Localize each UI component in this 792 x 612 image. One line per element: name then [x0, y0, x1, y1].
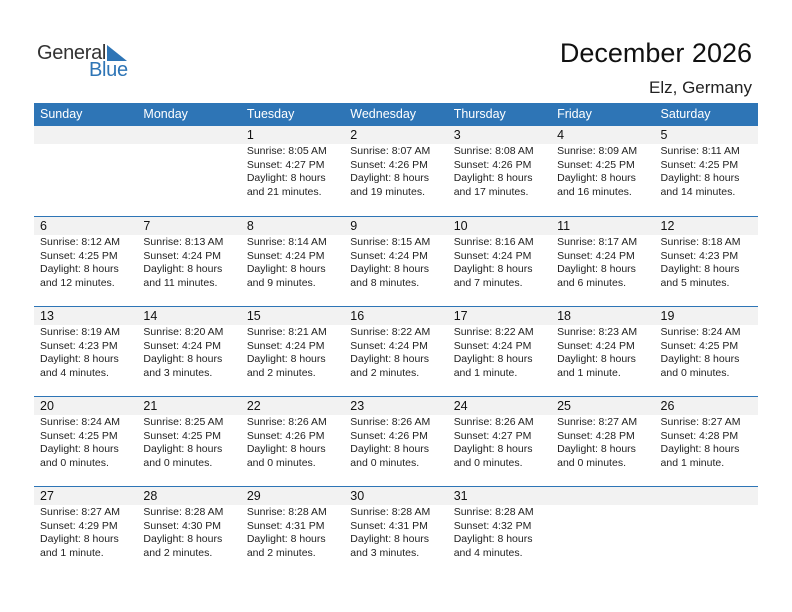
- daylight-text: Daylight: 8 hours: [40, 443, 119, 455]
- sunset-text: Sunset: 4:27 PM: [453, 429, 532, 442]
- daylight-text: Daylight: 8 hours: [453, 263, 533, 275]
- daylight-text: Daylight: 8 hours: [350, 443, 430, 455]
- sunrise-text: Sunrise: 8:09 AM: [557, 145, 638, 157]
- day-number: 4: [557, 128, 565, 142]
- sunrise-text: Sunrise: 8:24 AM: [660, 326, 741, 338]
- day-info: [344, 325, 447, 380]
- sunrise-text: Sunrise: 8:05 AM: [246, 145, 327, 157]
- day-number: 14: [143, 309, 158, 323]
- daylight-minutes-text: and 0 minutes.: [557, 456, 626, 469]
- daylight-minutes-text: and 0 minutes.: [660, 366, 730, 379]
- daylight-text: Daylight: 8 hours: [246, 353, 326, 365]
- weekday-label: Thursday: [453, 107, 506, 121]
- calendar-grid: [34, 103, 758, 576]
- daylight-minutes-text: and 5 minutes.: [660, 276, 730, 289]
- weekday-label: Friday: [557, 107, 592, 121]
- day-number-row: [34, 217, 758, 235]
- daylight-minutes-text: and 1 minute.: [40, 546, 104, 559]
- day-number: [137, 126, 240, 144]
- daylight-minutes-text: and 1 minute.: [660, 456, 725, 469]
- day-info: [655, 415, 758, 470]
- day-info: [655, 325, 758, 380]
- day-number: 19: [660, 309, 675, 323]
- day-number: 8: [246, 219, 254, 233]
- day-info-row: [34, 325, 758, 380]
- sunset-text: Sunset: 4:24 PM: [557, 249, 635, 262]
- day-number: 1: [246, 128, 254, 142]
- sunrise-text: Sunrise: 8:28 AM: [453, 506, 534, 518]
- daylight-minutes-text: and 11 minutes.: [143, 276, 218, 289]
- daylight-minutes-text: and 1 minute.: [453, 366, 518, 379]
- daylight-text: Daylight: 8 hours: [557, 443, 636, 455]
- daylight-text: Daylight: 8 hours: [40, 263, 119, 275]
- day-number: 17: [453, 309, 468, 323]
- day-number: 25: [557, 399, 572, 413]
- day-info: [241, 415, 344, 470]
- daylight-text: Daylight: 8 hours: [143, 533, 223, 545]
- sunrise-text: Sunrise: 8:26 AM: [350, 416, 431, 428]
- daylight-minutes-text: and 8 minutes.: [350, 276, 420, 289]
- day-number: 22: [246, 399, 261, 413]
- sunrise-text: Sunrise: 8:24 AM: [40, 416, 120, 428]
- sunrise-text: Sunrise: 8:28 AM: [246, 506, 327, 518]
- day-info: [241, 505, 344, 560]
- sunset-text: Sunset: 4:27 PM: [246, 158, 325, 171]
- daylight-minutes-text: and 16 minutes.: [557, 185, 632, 198]
- sunrise-text: Sunrise: 8:19 AM: [40, 326, 120, 338]
- daylight-minutes-text: and 7 minutes.: [453, 276, 523, 289]
- day-info: [448, 144, 551, 199]
- sunset-text: Sunset: 4:28 PM: [660, 429, 739, 442]
- day-info: [34, 144, 137, 199]
- day-number-row: [34, 487, 758, 505]
- daylight-text: Daylight: 8 hours: [40, 353, 119, 365]
- daylight-minutes-text: and 3 minutes.: [350, 546, 420, 559]
- sunset-text: Sunset: 4:24 PM: [143, 249, 222, 262]
- sunrise-text: Sunrise: 8:12 AM: [40, 236, 120, 248]
- day-info: [551, 415, 654, 470]
- daylight-text: Daylight: 8 hours: [40, 533, 119, 545]
- day-info: [34, 415, 137, 470]
- day-info: [448, 235, 551, 290]
- week-row: [34, 216, 758, 306]
- sunset-text: Sunset: 4:25 PM: [143, 429, 222, 442]
- sunset-text: Sunset: 4:24 PM: [246, 339, 325, 352]
- week-row: [34, 306, 758, 396]
- daylight-text: Daylight: 8 hours: [246, 263, 326, 275]
- daylight-minutes-text: and 19 minutes.: [350, 185, 425, 198]
- sunrise-text: Sunrise: 8:16 AM: [453, 236, 534, 248]
- weekday-label: Tuesday: [246, 107, 295, 121]
- sunrise-text: Sunrise: 8:28 AM: [143, 506, 224, 518]
- day-number: 13: [40, 309, 54, 323]
- sunrise-text: Sunrise: 8:11 AM: [660, 145, 740, 157]
- daylight-text: Daylight: 8 hours: [143, 443, 223, 455]
- day-info: [137, 144, 240, 199]
- day-info: [241, 325, 344, 380]
- day-number: 31: [453, 489, 468, 503]
- day-number: 29: [246, 489, 261, 503]
- day-info: [344, 235, 447, 290]
- daylight-minutes-text: and 12 minutes.: [40, 276, 115, 289]
- sunrise-text: Sunrise: 8:07 AM: [350, 145, 431, 157]
- sunrise-text: Sunrise: 8:27 AM: [557, 416, 638, 428]
- day-info: [344, 144, 447, 199]
- sunrise-text: Sunrise: 8:26 AM: [453, 416, 534, 428]
- day-info: [655, 505, 758, 560]
- weekday-label: Saturday: [660, 107, 711, 121]
- sunset-text: Sunset: 4:24 PM: [143, 339, 222, 352]
- sunrise-text: Sunrise: 8:22 AM: [350, 326, 431, 338]
- daylight-text: Daylight: 8 hours: [350, 533, 430, 545]
- day-info: [34, 325, 137, 380]
- daylight-minutes-text: and 9 minutes.: [246, 276, 316, 289]
- sunset-text: Sunset: 4:23 PM: [40, 339, 118, 352]
- daylight-minutes-text: and 14 minutes.: [660, 185, 736, 198]
- daylight-text: Daylight: 8 hours: [143, 353, 223, 365]
- sunrise-text: Sunrise: 8:20 AM: [143, 326, 224, 338]
- day-info: [551, 325, 654, 380]
- sunrise-text: Sunrise: 8:17 AM: [557, 236, 638, 248]
- sunset-text: Sunset: 4:31 PM: [350, 519, 428, 532]
- sunrise-text: Sunrise: 8:25 AM: [143, 416, 224, 428]
- sunrise-text: Sunrise: 8:08 AM: [453, 145, 534, 157]
- sunset-text: Sunset: 4:25 PM: [40, 429, 118, 442]
- day-number: 3: [453, 128, 461, 142]
- day-number: [551, 487, 654, 505]
- weekday-header: [34, 103, 758, 126]
- daylight-text: Daylight: 8 hours: [557, 353, 636, 365]
- daylight-text: Daylight: 8 hours: [453, 172, 533, 184]
- week-row: [34, 486, 758, 576]
- daylight-minutes-text: and 0 minutes.: [350, 456, 420, 469]
- weekday-label: Monday: [143, 107, 188, 121]
- day-number: 15: [246, 309, 261, 323]
- day-info: [241, 235, 344, 290]
- sunset-text: Sunset: 4:25 PM: [660, 339, 739, 352]
- sunrise-text: Sunrise: 8:14 AM: [246, 236, 327, 248]
- sunset-text: Sunset: 4:25 PM: [557, 158, 635, 171]
- sunset-text: Sunset: 4:24 PM: [246, 249, 325, 262]
- day-info: [448, 415, 551, 470]
- day-info: [34, 235, 137, 290]
- day-number-row: [34, 307, 758, 325]
- daylight-text: Daylight: 8 hours: [660, 443, 740, 455]
- day-info-row: [34, 415, 758, 470]
- day-number-row: [34, 397, 758, 415]
- daylight-text: Daylight: 8 hours: [557, 263, 636, 275]
- sunset-text: Sunset: 4:24 PM: [453, 249, 532, 262]
- daylight-text: Daylight: 8 hours: [246, 172, 326, 184]
- sunset-text: Sunset: 4:30 PM: [143, 519, 222, 532]
- day-number: 20: [40, 399, 54, 413]
- daylight-text: Daylight: 8 hours: [246, 443, 326, 455]
- daylight-text: Daylight: 8 hours: [246, 533, 326, 545]
- weekday-label: Wednesday: [350, 107, 417, 121]
- daylight-minutes-text: and 0 minutes.: [40, 456, 109, 469]
- daylight-minutes-text: and 3 minutes.: [143, 366, 213, 379]
- day-info: [655, 235, 758, 290]
- sunset-text: Sunset: 4:26 PM: [453, 158, 532, 171]
- daylight-minutes-text: and 2 minutes.: [350, 366, 420, 379]
- sunset-text: Sunset: 4:24 PM: [350, 249, 428, 262]
- daylight-minutes-text: and 6 minutes.: [557, 276, 626, 289]
- logo-word-blue: Blue: [89, 59, 128, 81]
- daylight-minutes-text: and 21 minutes.: [246, 185, 322, 198]
- day-number: 12: [660, 219, 675, 233]
- day-number: 26: [660, 399, 675, 413]
- sunset-text: Sunset: 4:26 PM: [350, 158, 428, 171]
- day-number: 23: [350, 399, 365, 413]
- day-info: [448, 325, 551, 380]
- daylight-minutes-text: and 1 minute.: [557, 366, 621, 379]
- daylight-text: Daylight: 8 hours: [453, 443, 533, 455]
- sunset-text: Sunset: 4:32 PM: [453, 519, 532, 532]
- day-info: [137, 505, 240, 560]
- sunset-text: Sunset: 4:31 PM: [246, 519, 325, 532]
- sunrise-text: Sunrise: 8:28 AM: [350, 506, 431, 518]
- day-number: 30: [350, 489, 365, 503]
- sunrise-text: Sunrise: 8:27 AM: [660, 416, 741, 428]
- sunrise-text: Sunrise: 8:23 AM: [557, 326, 638, 338]
- weekday-label: Sunday: [40, 107, 83, 121]
- day-info: [344, 415, 447, 470]
- daylight-minutes-text: and 0 minutes.: [246, 456, 316, 469]
- day-number-row: [34, 126, 758, 144]
- day-number: 6: [40, 219, 47, 233]
- daylight-minutes-text: and 17 minutes.: [453, 185, 529, 198]
- day-info: [551, 235, 654, 290]
- logo: [37, 42, 137, 82]
- day-info: [241, 144, 344, 199]
- page-title: December 2026: [559, 38, 752, 68]
- daylight-text: Daylight: 8 hours: [453, 353, 533, 365]
- sunrise-text: Sunrise: 8:22 AM: [453, 326, 534, 338]
- daylight-text: Daylight: 8 hours: [350, 263, 430, 275]
- day-number: 27: [40, 489, 54, 503]
- day-number: [34, 126, 137, 144]
- day-info: [137, 325, 240, 380]
- week-row: [34, 126, 758, 216]
- logo-word-general: General: [37, 42, 107, 64]
- daylight-text: Daylight: 8 hours: [453, 533, 533, 545]
- sunset-text: Sunset: 4:24 PM: [453, 339, 532, 352]
- sunrise-text: Sunrise: 8:13 AM: [143, 236, 224, 248]
- day-number: 11: [557, 219, 571, 233]
- daylight-minutes-text: and 4 minutes.: [453, 546, 523, 559]
- sunset-text: Sunset: 4:25 PM: [660, 158, 739, 171]
- daylight-minutes-text: and 4 minutes.: [40, 366, 109, 379]
- daylight-text: Daylight: 8 hours: [350, 353, 430, 365]
- day-number: [655, 487, 758, 505]
- day-info: [137, 415, 240, 470]
- day-number: 18: [557, 309, 572, 323]
- sunset-text: Sunset: 4:26 PM: [350, 429, 428, 442]
- day-info: [448, 505, 551, 560]
- day-info-row: [34, 144, 758, 199]
- daylight-minutes-text: and 2 minutes.: [246, 366, 316, 379]
- daylight-text: Daylight: 8 hours: [557, 172, 636, 184]
- day-info: [137, 235, 240, 290]
- daylight-minutes-text: and 2 minutes.: [143, 546, 213, 559]
- daylight-text: Daylight: 8 hours: [143, 263, 223, 275]
- day-number: 10: [453, 219, 468, 233]
- sunset-text: Sunset: 4:24 PM: [557, 339, 635, 352]
- daylight-minutes-text: and 0 minutes.: [453, 456, 523, 469]
- daylight-text: Daylight: 8 hours: [660, 263, 740, 275]
- location-label: Elz, Germany: [649, 78, 752, 97]
- daylight-minutes-text: and 2 minutes.: [246, 546, 316, 559]
- sunset-text: Sunset: 4:29 PM: [40, 519, 118, 532]
- day-number: 9: [350, 219, 358, 233]
- sunrise-text: Sunrise: 8:15 AM: [350, 236, 431, 248]
- day-number: 2: [350, 128, 358, 142]
- day-info-row: [34, 505, 758, 560]
- sunset-text: Sunset: 4:28 PM: [557, 429, 635, 442]
- day-number: 16: [350, 309, 365, 323]
- daylight-text: Daylight: 8 hours: [660, 172, 740, 184]
- sunrise-text: Sunrise: 8:27 AM: [40, 506, 120, 518]
- sunrise-text: Sunrise: 8:18 AM: [660, 236, 741, 248]
- sunset-text: Sunset: 4:25 PM: [40, 249, 118, 262]
- day-info: [34, 505, 137, 560]
- sunrise-text: Sunrise: 8:26 AM: [246, 416, 327, 428]
- day-info: [551, 505, 654, 560]
- daylight-minutes-text: and 0 minutes.: [143, 456, 213, 469]
- day-info: [551, 144, 654, 199]
- daylight-text: Daylight: 8 hours: [350, 172, 430, 184]
- daylight-text: Daylight: 8 hours: [660, 353, 740, 365]
- sunset-text: Sunset: 4:26 PM: [246, 429, 325, 442]
- sunrise-text: Sunrise: 8:21 AM: [246, 326, 327, 338]
- day-number: 7: [143, 219, 151, 233]
- sunset-text: Sunset: 4:24 PM: [350, 339, 428, 352]
- calendar-weeks: [34, 126, 758, 576]
- day-number: 24: [453, 399, 468, 413]
- day-info: [655, 144, 758, 199]
- week-row: [34, 396, 758, 486]
- day-number: 5: [660, 128, 668, 142]
- sunset-text: Sunset: 4:23 PM: [660, 249, 739, 262]
- day-number: 28: [143, 489, 158, 503]
- day-number: 21: [143, 399, 158, 413]
- day-info-row: [34, 235, 758, 290]
- day-info: [344, 505, 447, 560]
